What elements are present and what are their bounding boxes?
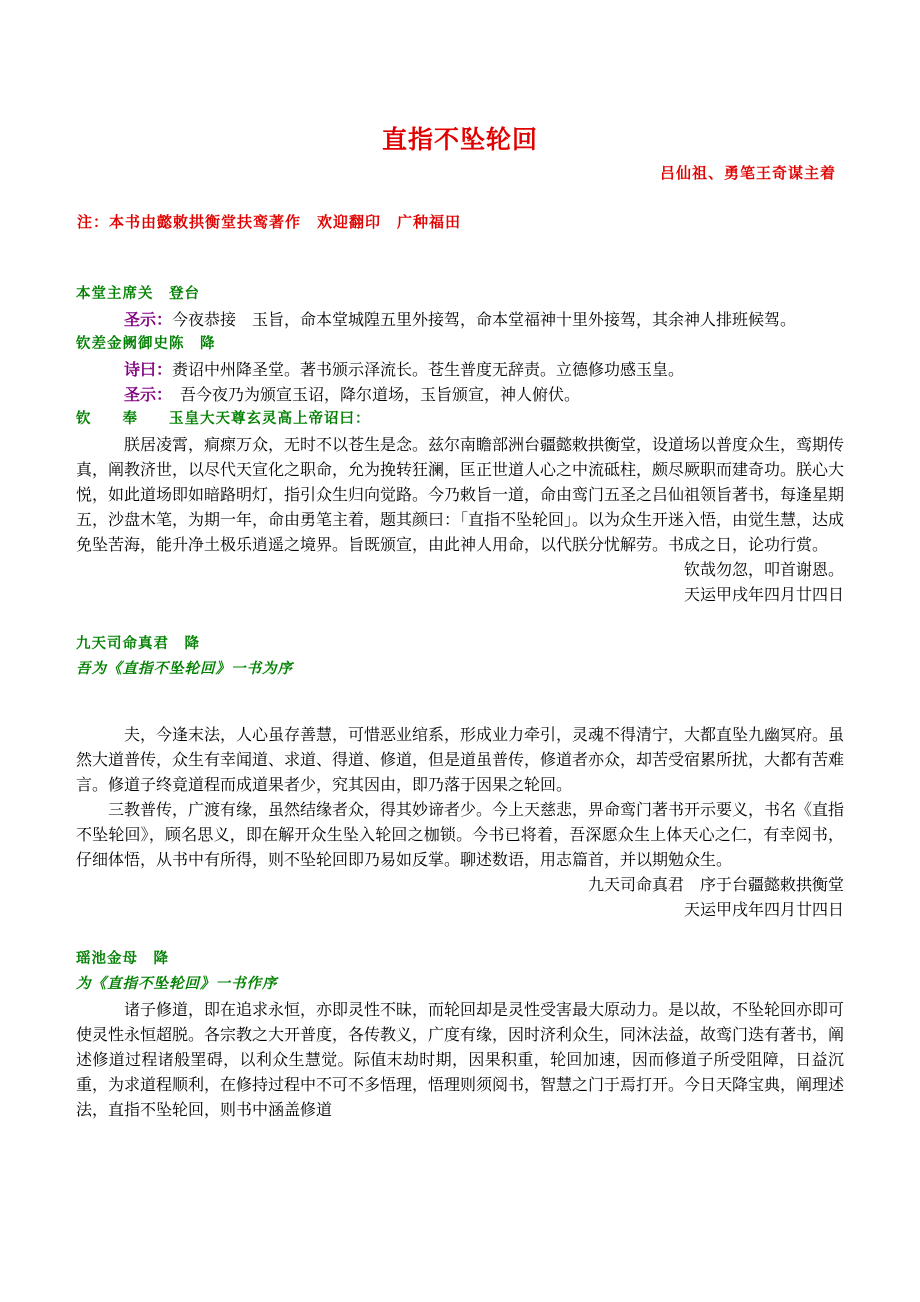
paragraph-shengshi-2 — [76, 382, 844, 407]
date-line: 天运甲戌年四月廿四日 — [683, 585, 844, 604]
preface-heading: 为《直指不坠轮回》一书作序 — [76, 976, 278, 992]
document-title: 直指不坠轮回 — [381, 125, 538, 154]
section-heading-siming: 九天司命真君 降 — [76, 636, 200, 652]
author-line: 吕仙祖、勇笔王奇谋主着 — [659, 164, 836, 182]
paragraph-preface-1: 夫，今逢末法，人心虽存善慧，可惜恶业绾系，形成业力牵引，灵魂不得清宁，大都直坠九幽冥府。虽然大道普传，众生有幸闻道、求道、得道、修道，但是道虽普传，修道者亦众，却苦受宿累所扰，大都有苦难言。修道子终竟道程而成道果者少，究其因由，即乃落于因果之轮回。 — [76, 725, 845, 794]
section-heading-edict: 钦 奉 玉皇大天尊玄灵高上帝诏曰： — [76, 411, 371, 427]
paragraph-text: 赉诏中州降圣堂。著书颁示泽流长。苍生普度无辞责。立德修功感玉皇。 — [172, 360, 685, 379]
paragraph-preface-2: 三教普传，广渡有缘，虽然结缘者众，得其妙谛者少。今上天慈悲，畀命鸾门著书开示要义，书名《直指不坠轮回》，顾名思义，即在解开众生坠入轮回之枷锁。今书已将着，吾深愿众生上体天心之仁，有幸阅书，仔细体悟，从书中有所得，则不坠轮回即乃易如反掌。聊述数语，用志篇首，并以期勉众生。 — [76, 800, 845, 869]
section-heading-chen: 钦差金阙御史陈 降 — [76, 336, 216, 352]
reprint-note: 注：本书由懿敕拱衡堂扶鸾著作 欢迎翻印 广种福田 — [77, 213, 462, 231]
shengshi-label: 圣示： — [124, 310, 173, 329]
signature-line: 九天司命真君 序于台疆懿敕拱衡堂 — [587, 875, 844, 894]
preface-heading: 吾为《直指不坠轮回》一书为序 — [76, 661, 293, 677]
paragraph-text: 吾今夜乃为颁宣玉诏，降尔道场，玉旨颁宣，神人俯伏。 — [164, 385, 581, 404]
poem-label: 诗曰： — [124, 360, 173, 379]
shengshi-label: 圣示： — [124, 385, 165, 404]
section-heading-yaochi: 瑶池金母 降 — [76, 951, 169, 967]
paragraph-shengshi-1 — [76, 307, 844, 332]
paragraph-edict: 朕居凌霄，痌瘝万众，无时不以苍生是念。兹尔南瞻部洲台疆懿敕拱衡堂，设道场以普度众生，鸾期传真，阐教济世，以尽代天宣化之职命，允为挽转狂澜，匡正世道人心之中流砥柱，颇尽厥职而建奇功。朕心大悦，如此道场即如暗路明灯，指引众生归向觉路。今乃敕旨一道，命由鸾门五圣之吕仙祖领旨著书，每逢星期五，沙盘木笔，为期一年，命由勇笔主着，题其颜曰：「直指不坠轮回」。以为众生开迷入悟，由觉生慧，达成免坠苦海，能升净土极乐逍遥之境界。旨既颁宣，由此神人用命，以代朕分忧解劳。书成之日，论功行赏。 — [76, 435, 845, 554]
document-body — [76, 282, 844, 1122]
section-heading-guan: 本堂主席关 登台 — [76, 286, 200, 302]
date-line: 天运甲戌年四月廿四日 — [683, 900, 844, 919]
signature-line: 钦哉勿忽，叩首谢恩。 — [683, 560, 844, 579]
paragraph-preface-3: 诸子修道，即在追求永恒，亦即灵性不昧，而轮回却是灵性受害最大原动力。是以故，不坠轮回亦即可使灵性永恒超脱。各宗教之大开普度，各传教义，广度有缘，因时济利众生，同沐法益，故鸾门迭有著书，阐述修道过程诸般罣碍，以利众生慧觉。际值末劫时期，因果积重，轮回加速，因而修道子所受阻障，日益沉重，为求道程顺利，在修持过程中不可不多悟理，悟理则须阅书，智慧之门于焉打开。今日天降宝典，阐理述法，直指不坠轮回，则书中涵盖修道 — [76, 1000, 845, 1119]
paragraph-text: 今夜恭接 玉旨，命本堂城隍五里外接驾，命本堂福神十里外接驾，其余神人排班候驾。 — [172, 310, 797, 329]
paragraph-poem — [76, 357, 844, 382]
